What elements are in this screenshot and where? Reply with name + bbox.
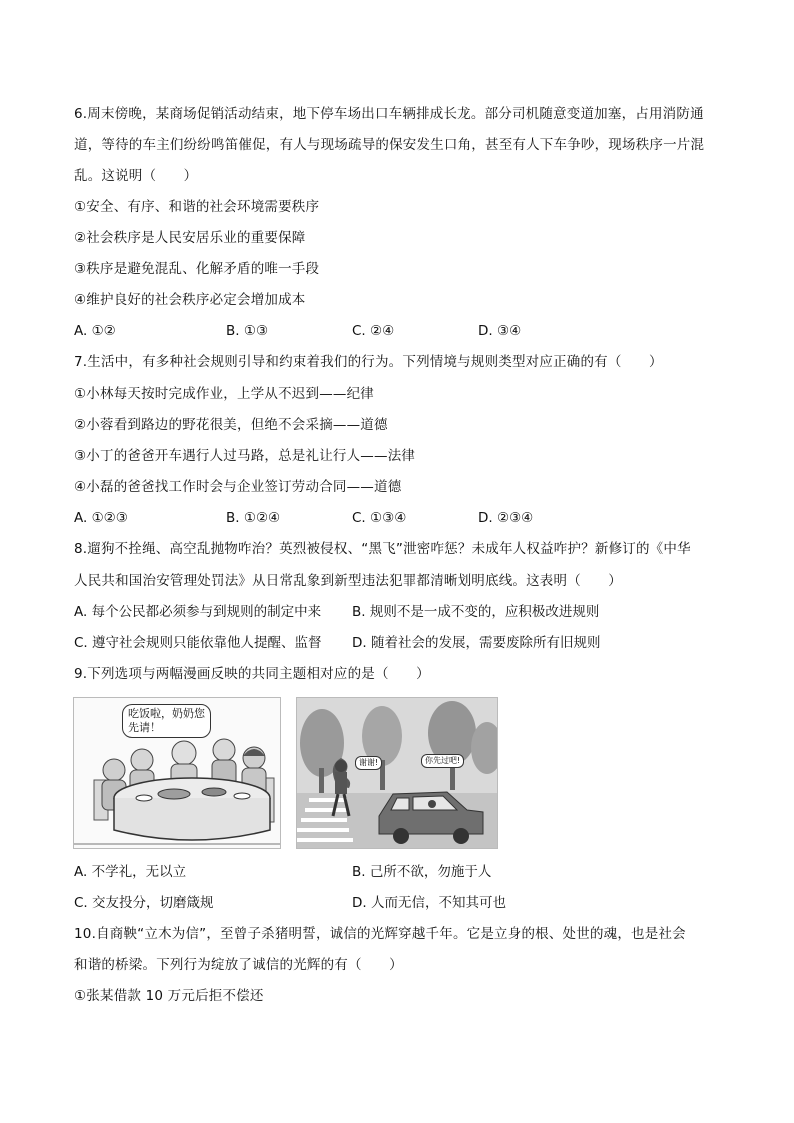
q9-stem: 9.下列选项与两幅漫画反映的共同主题相对应的是（ ）: [74, 666, 430, 682]
q7-item-4: ④小磊的爸爸找工作时会与企业签订劳动合同——道德: [74, 479, 402, 495]
q9-option-c: C. 交友投分，切磨箴规: [74, 895, 214, 911]
q7-option-b: B. ①②④: [226, 510, 281, 526]
q9-option-d: D. 人而无信，不知其可也: [352, 895, 506, 911]
q6-item-1: ①安全、有序、和谐的社会环境需要秩序: [74, 199, 320, 215]
family-dinner-cartoon: [73, 697, 281, 849]
q10-stem-line-1: 10.自商鞅“立木为信”，至曾子杀猪明誓，诚信的光辉穿越千年。它是立身的根、处世的魂，也是社会: [74, 926, 686, 942]
q6-stem-line-1: 6.周末傍晚，某商场促销活动结束，地下停车场出口车辆排成长龙。部分司机随意变道加塞，占用消防通: [74, 106, 704, 122]
q7-option-d: D. ②③④: [478, 510, 534, 526]
q8-option-c: C. 遵守社会规则只能依靠他人提醒、监督: [74, 635, 322, 651]
q7-option-a: A. ①②③: [74, 510, 128, 526]
q8-option-d: D. 随着社会的发展，需要废除所有旧规则: [352, 635, 601, 651]
q6-stem-line-2: 道，等待的车主们纷纷鸣笛催促，有人与现场疏导的保安发生口角，甚至有人下车争吵，现场秩序一片混: [74, 137, 705, 153]
crosswalk-cartoon: [296, 697, 498, 849]
q10-stem-line-2: 和谐的桥梁。下列行为绽放了诚信的光辉的有（ ）: [74, 957, 403, 973]
you-go-first-sign: 你先过吧!: [421, 754, 464, 768]
q6-option-d: D. ③④: [478, 323, 522, 339]
q6-stem-line-3: 乱。这说明（ ）: [74, 168, 198, 184]
speech-bubble: 吃饭啦，奶奶您 先请！: [122, 704, 211, 738]
q7-option-c: C. ①③④: [352, 510, 407, 526]
q6-item-2: ②社会秩序是人民安居乐业的重要保障: [74, 230, 306, 246]
q9-option-b: B. 己所不欲，勿施于人: [352, 864, 492, 880]
q10-item-1: ①张某借款 10 万元后拒不偿还: [74, 988, 264, 1004]
q9-option-a: A. 不学礼，无以立: [74, 864, 187, 880]
q8-option-a: A. 每个公民都必须参与到规则的制定中来: [74, 604, 322, 620]
q6-item-3: ③秩序是避免混乱、化解矛盾的唯一手段: [74, 261, 320, 277]
thanks-sign: 谢谢!: [355, 756, 382, 770]
q8-stem-line-1: 8.遛狗不拴绳、高空乱抛物咋治？英烈被侵权、“黑飞”泄密咋惩？未成年人权益咋护？新修订的《中华: [74, 541, 691, 557]
q8-option-b: B. 规则不是一成不变的，应积极改进规则: [352, 604, 600, 620]
crosswalk-illustration: [297, 698, 497, 848]
q6-option-c: C. ②④: [352, 323, 395, 339]
q7-stem: 7.生活中，有多种社会规则引导和约束着我们的行为。下列情境与规则类型对应正确的有（ ）: [74, 354, 663, 370]
q7-item-2: ②小蓉看到路边的野花很美，但绝不会采摘——道德: [74, 417, 388, 433]
q7-item-3: ③小丁的爸爸开车遇行人过马路，总是礼让行人——法律: [74, 448, 416, 464]
q6-option-a: A. ①②: [74, 323, 116, 339]
q7-item-1: ①小林每天按时完成作业，上学从不迟到——纪律: [74, 386, 375, 402]
q6-item-4: ④维护良好的社会秩序必定会增加成本: [74, 292, 306, 308]
q6-option-b: B. ①③: [226, 323, 269, 339]
q8-stem-line-2: 人民共和国治安管理处罚法》从日常乱象到新型违法犯罪都清晰划明底线。这表明（ ）: [74, 573, 622, 589]
